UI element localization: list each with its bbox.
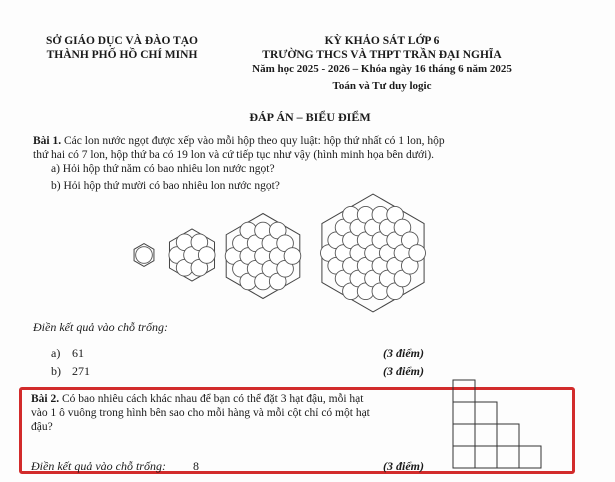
bai1-text-1: Các lon nước ngọt được xếp vào mỗi hộp theo quy luật: hộp thứ nhất có 1 lon, hộp [61,135,445,147]
bai1-fill-prompt: Điền kết quả vào chỗ trống: [33,320,168,334]
bai1-answer-b-points: (3 điểm) [383,364,424,378]
header-exam-title: KỲ KHẢO SÁT LỚP 6 [324,35,440,47]
header-school-year: Năm học 2025 - 2026 – Khóa ngày 16 tháng 6 năm 2025 [252,63,512,75]
bai2-text-1: Có bao nhiêu cách khác nhau để bạn có thể đặt 3 hạt đậu, mỗi hạt [59,393,364,405]
bai2-answer-points: (3 điểm) [383,459,424,473]
header-city: THÀNH PHỐ HỒ CHÍ MINH [46,49,198,61]
grid-cell [519,446,541,468]
grid-cell [475,446,497,468]
header-school: TRƯỜNG THCS VÀ THPT TRẦN ĐẠI NGHĨA [262,49,502,61]
grid-cell [453,402,475,424]
document-title: ĐÁP ÁN – BIỂU ĐIỂM [249,110,371,124]
grid-cell [497,424,519,446]
header-subject: Toán và Tư duy logic [332,80,432,92]
grid-cell [475,402,497,424]
bai2-fill-prompt: Điền kết quả vào chỗ trống: [31,459,166,473]
bai1-label: Bài 1. [33,135,62,147]
grid-cell [453,446,475,468]
bai1-question-a: a) Hỏi hộp thứ năm có bao nhiêu lon nước ngọt? [51,163,275,175]
grid-cell [497,446,519,468]
header-department: SỞ GIÁO DỤC VÀ ĐÀO TẠO [46,35,198,47]
bai2-statement-line3: đậu? [31,421,53,433]
bai2-label: Bài 2. [31,393,60,405]
bai1-question-b: b) Hỏi hộp thứ mười có bao nhiêu lon nước ngọt? [51,180,280,192]
bai1-answer-b-value: 271 [72,364,90,378]
bai1-answer-a-points: (3 điểm) [383,346,424,360]
bai1-statement-line2: thứ hai có 7 lon, hộp thứ ba có 19 lon và cứ tiếp tục như vậy (hình minh họa bên dưới). [33,149,435,161]
grid-cell [475,424,497,446]
bai1-answer-a-label: a) [51,346,61,360]
bai2-answer-value: 8 [193,459,199,473]
bai1-answer-a-value: 61 [72,346,84,360]
bai2-statement-line2: vào 1 ô vuông trong hình bên sao cho mỗi hàng và mỗi cột chỉ có một hạt [31,407,370,419]
bai1-answer-b-label: b) [51,364,61,378]
grid-cell [453,380,475,402]
grid-cell [453,424,475,446]
